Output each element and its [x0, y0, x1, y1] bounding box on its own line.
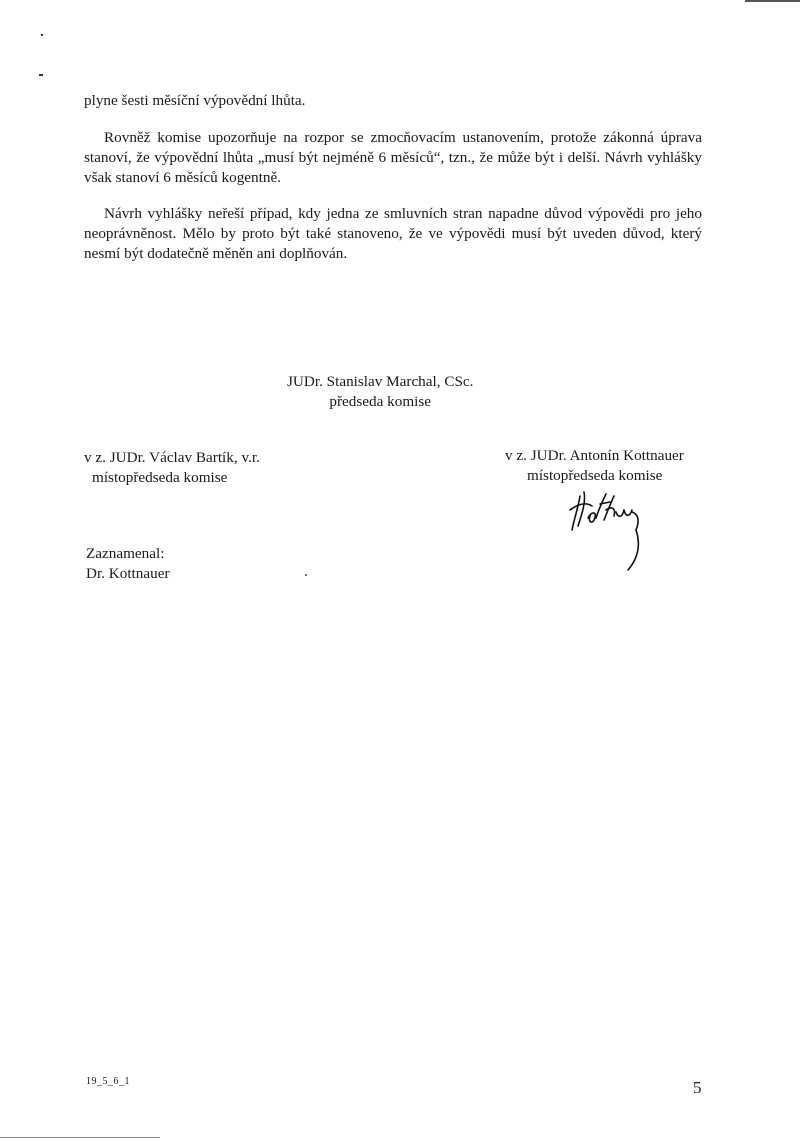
page-number: 5: [693, 1078, 702, 1097]
vice-chairman-right-role: místopředseda komise: [527, 467, 663, 484]
handwritten-signature: [566, 490, 656, 574]
vice-chairman-left-name: v z. JUDr. Václav Bartík, v.r.: [84, 449, 260, 466]
vice-chairman-left-role: místopředseda komise: [92, 469, 228, 486]
recorded-by-label: Zaznamenal:: [86, 545, 165, 562]
vice-chairman-right-name: v z. JUDr. Antonín Kottnauer: [505, 447, 684, 464]
vice-chairman-right-block: [505, 446, 684, 486]
scan-speck: [41, 34, 43, 36]
scan-speck: [305, 574, 307, 576]
recorded-by-name: Dr. Kottnauer: [86, 565, 170, 582]
vice-chairman-left-block: [84, 448, 260, 488]
chairman-name: JUDr. Stanislav Marchal, CSc.: [287, 373, 474, 390]
scan-edge-line: [745, 0, 800, 2]
scan-edge-line: [0, 1137, 160, 1138]
recorded-by-block: [86, 544, 170, 584]
document-code: 19_5_6_1: [86, 1076, 130, 1087]
paragraph-continuation: plyne šesti měsíční výpovědní lhůta.: [84, 92, 306, 109]
scan-speck: [39, 74, 43, 76]
chairman-signature-block: [287, 372, 473, 412]
paragraph-authorization-conflict: Rovněž komise upozorňuje na rozpor se zmocňovacím ustanovením, protože zákonná úprava stanoví, že výpovědní lhůta „musí být nejméně 6 měsíců“, tzn., že může být i delší. Návrh vyhlášky však stanoví 6 měsíců kogentně.: [84, 129, 702, 186]
chairman-role: předseda komise: [329, 393, 432, 410]
paragraph-termination-reason: Návrh vyhlášky neřeší případ, kdy jedna ze smluvních stran napadne důvod výpovědi pro jeho neoprávněnost. Mělo by proto být také stanoveno, že ve výpovědi musí být uveden důvod, který nesmí být dodatečně měněn ani doplňován.: [84, 205, 702, 262]
